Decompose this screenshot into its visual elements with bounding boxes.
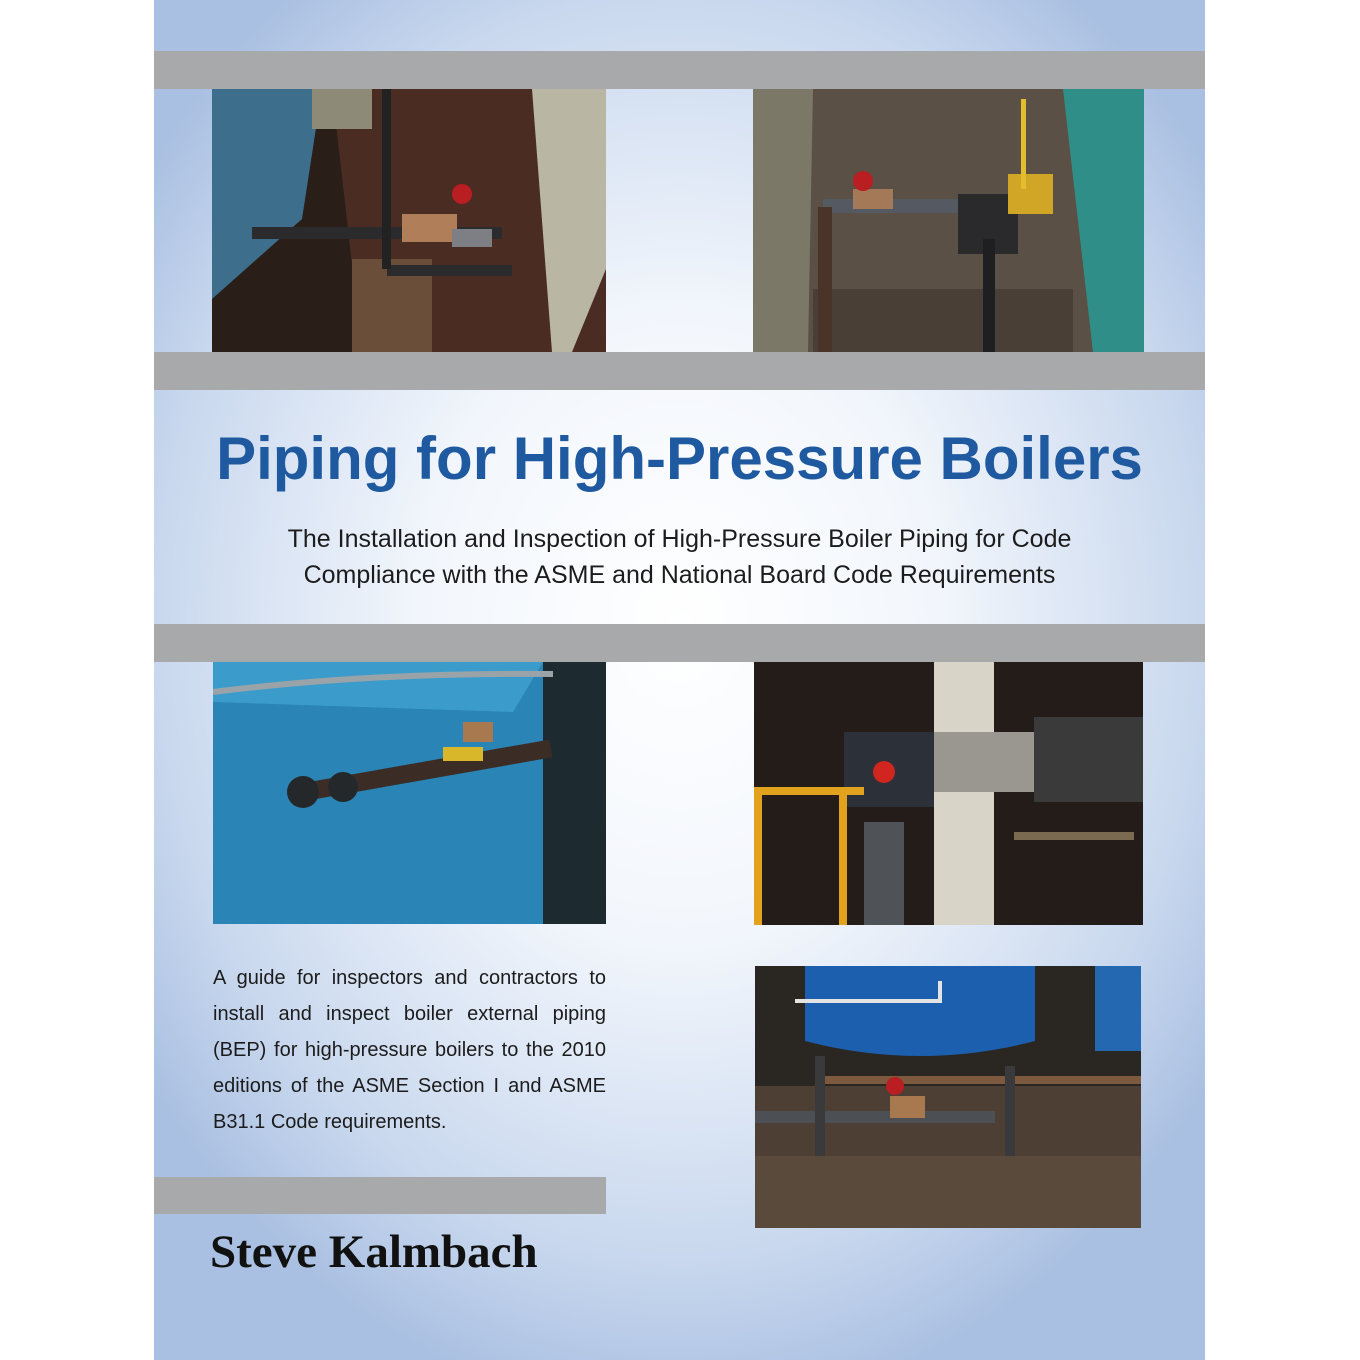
book-cover [154, 0, 1205, 1360]
author-name: Steve Kalmbach [210, 1226, 538, 1278]
boiler-piping-photo-5 [755, 966, 1141, 1228]
boiler-piping-photo-2 [753, 89, 1144, 352]
lower-middle-gray-bar [154, 624, 1205, 662]
book-blurb: A guide for inspectors and contractors to install and inspect boiler external piping (BEP) for high-pressure boilers to the 2010 editions of the ASME Section I and ASME B31.1 Code requirements. [213, 967, 606, 1133]
author-gray-bar [154, 1177, 606, 1214]
book-subtitle [154, 521, 1205, 593]
boiler-piping-photo-3 [213, 662, 606, 924]
boiler-piping-photo-4 [754, 662, 1143, 925]
upper-middle-gray-bar [154, 352, 1205, 390]
book-title: Piping for High-Pressure Boilers [216, 425, 1143, 492]
boiler-piping-photo-1 [212, 89, 606, 352]
subtitle-line-1: The Installation and Inspection of High-Pressure Boiler Piping for Code [287, 525, 1072, 553]
subtitle-line-2: Compliance with the ASME and National Board Code Requirements [303, 561, 1056, 589]
top-gray-bar [154, 51, 1205, 89]
